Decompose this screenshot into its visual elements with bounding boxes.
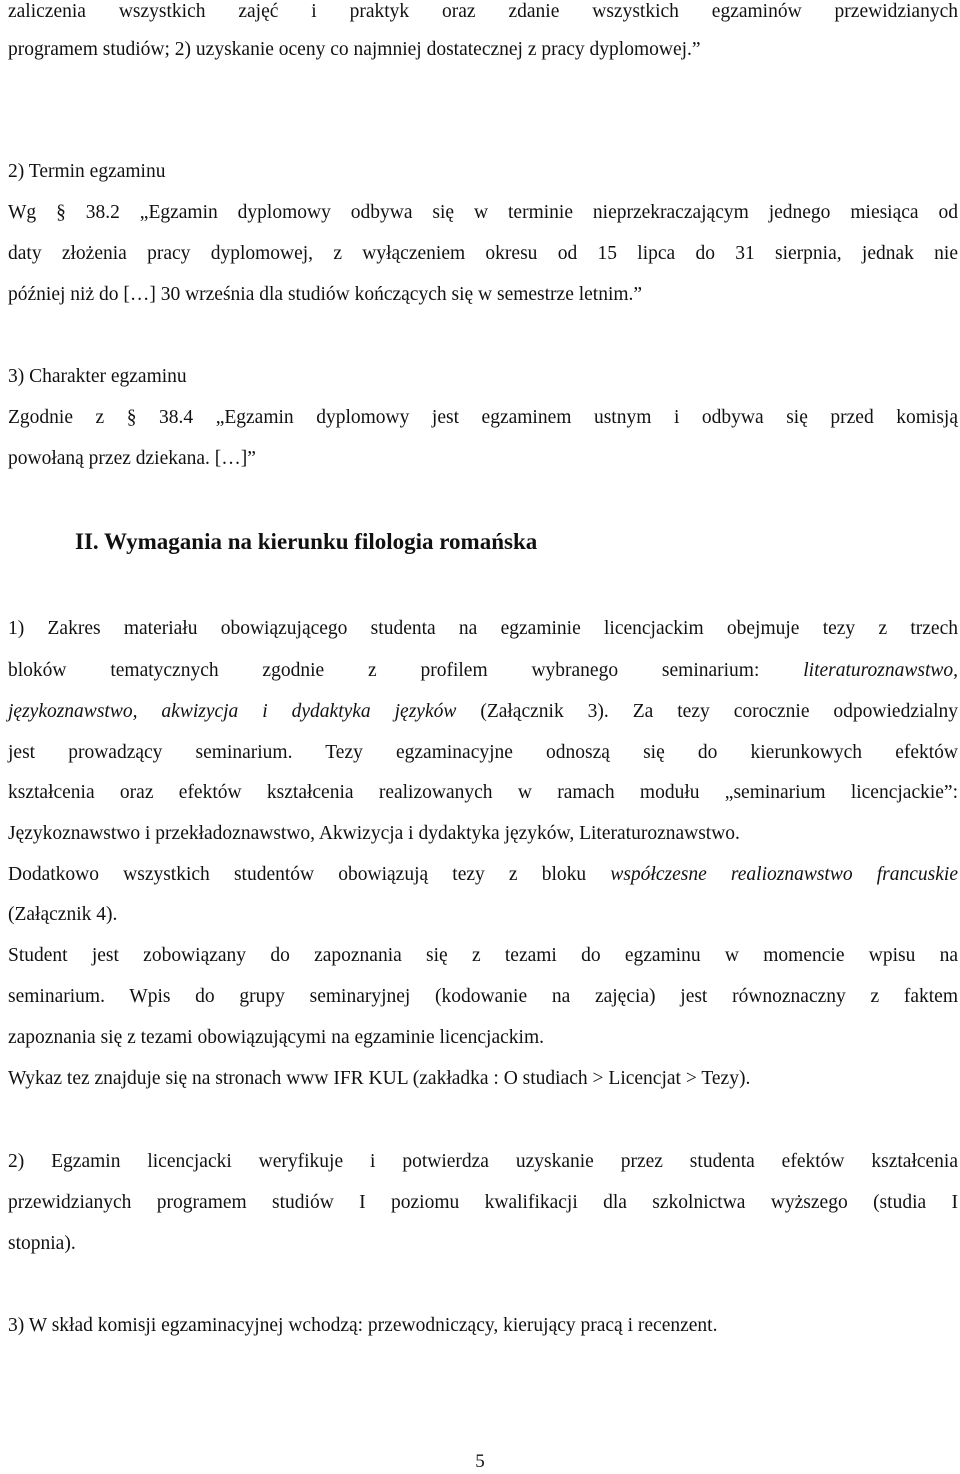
weryfikacja-line-2: przewidzianych programem studiów I poziomu kwalifikacji dla szkolnictwa wyższego (studia I (8, 1192, 958, 1213)
charakter-title: 3) Charakter egzaminu (8, 366, 187, 387)
zakres-line-11: zapoznania się z tezami obowiązującymi na egzaminie licencjackim. (8, 1027, 544, 1048)
intro-line-1: zaliczenia wszystkich zajęć i praktyk oraz zdanie wszystkich egzaminów przewidzianych (8, 1, 958, 22)
section-heading: II. Wymagania na kierunku filologia romańska (75, 529, 538, 554)
zakres-line-7 (8, 863, 958, 887)
zakres-line-3-text: (Załącznik 3). Za tezy corocznie odpowiedzialny (456, 701, 958, 722)
zakres-line-12: Wykaz tez znajduje się na stronach www IFR KUL (zakładka : O studiach > Licencjat > Tezy). (8, 1068, 751, 1089)
zakres-line-1: 1) Zakres materiału obowiązującego studenta na egzaminie licencjackim obejmuje tezy z trzech (8, 618, 958, 639)
weryfikacja-line-1: 2) Egzamin licencjacki weryfikuje i potwierdza uzyskanie przez studenta efektów kształcenia (8, 1151, 958, 1172)
zakres-line-3-italic: językoznawstwo, akwizycja i dydaktyka języków (8, 701, 457, 722)
charakter-line-1: Zgodnie z § 38.4 „Egzamin dyplomowy jest egzaminem ustnym i odbywa się przed komisją (8, 407, 958, 428)
page-number: 5 (475, 1451, 485, 1472)
zakres-line-3 (8, 700, 958, 724)
zakres-line-7-italic: współczesne realioznawstwo francuskie (610, 864, 958, 885)
zakres-line-9: Student jest zobowiązany do zapoznania się z tezami do egzaminu w momencie wpisu na (8, 945, 958, 966)
zakres-line-5: kształcenia oraz efektów kształcenia realizowanych w ramach modułu „seminarium licencjackie”: (8, 782, 958, 803)
zakres-line-4: jest prowadzący seminarium. Tezy egzaminacyjne odnoszą się do kierunkowych efektów (8, 742, 958, 763)
termin-line-3: później niż do […] 30 września dla studiów kończących się w semestrze letnim.” (8, 284, 643, 305)
zakres-line-10: seminarium. Wpis do grupy seminaryjnej (kodowanie na zajęcia) jest równoznaczny z faktem (8, 986, 958, 1007)
termin-line-2: daty złożenia pracy dyplomowej, z wyłączeniem okresu od 15 lipca do 31 sierpnia, jednak nie (8, 243, 958, 264)
zakres-line-2-text: bloków tematycznych zgodnie z profilem wybranego seminarium: (8, 660, 804, 681)
charakter-line-2: powołaną przez dziekana. […]” (8, 448, 256, 469)
zakres-line-2 (8, 659, 958, 683)
termin-line-1: Wg § 38.2 „Egzamin dyplomowy odbywa się w terminie nieprzekraczającym jednego miesiąca od (8, 202, 958, 223)
weryfikacja-line-3: stopnia). (8, 1233, 76, 1254)
zakres-line-8: (Załącznik 4). (8, 904, 118, 925)
zakres-line-2-italic: literaturoznawstwo, (803, 660, 958, 681)
intro-line-2: programem studiów; 2) uzyskanie oceny co najmniej dostatecznej z pracy dyplomowej.” (8, 39, 701, 60)
termin-title: 2) Termin egzaminu (8, 161, 166, 182)
komisja-line: 3) W skład komisji egzaminacyjnej wchodzą: przewodniczący, kierujący pracą i recenzent. (8, 1315, 718, 1336)
zakres-line-7-text: Dodatkowo wszystkich studentów obowiązują tezy z bloku (8, 864, 611, 885)
zakres-line-6: Językoznawstwo i przekładoznawstwo, Akwizycja i dydaktyka języków, Literaturoznawstwo. (8, 823, 740, 844)
